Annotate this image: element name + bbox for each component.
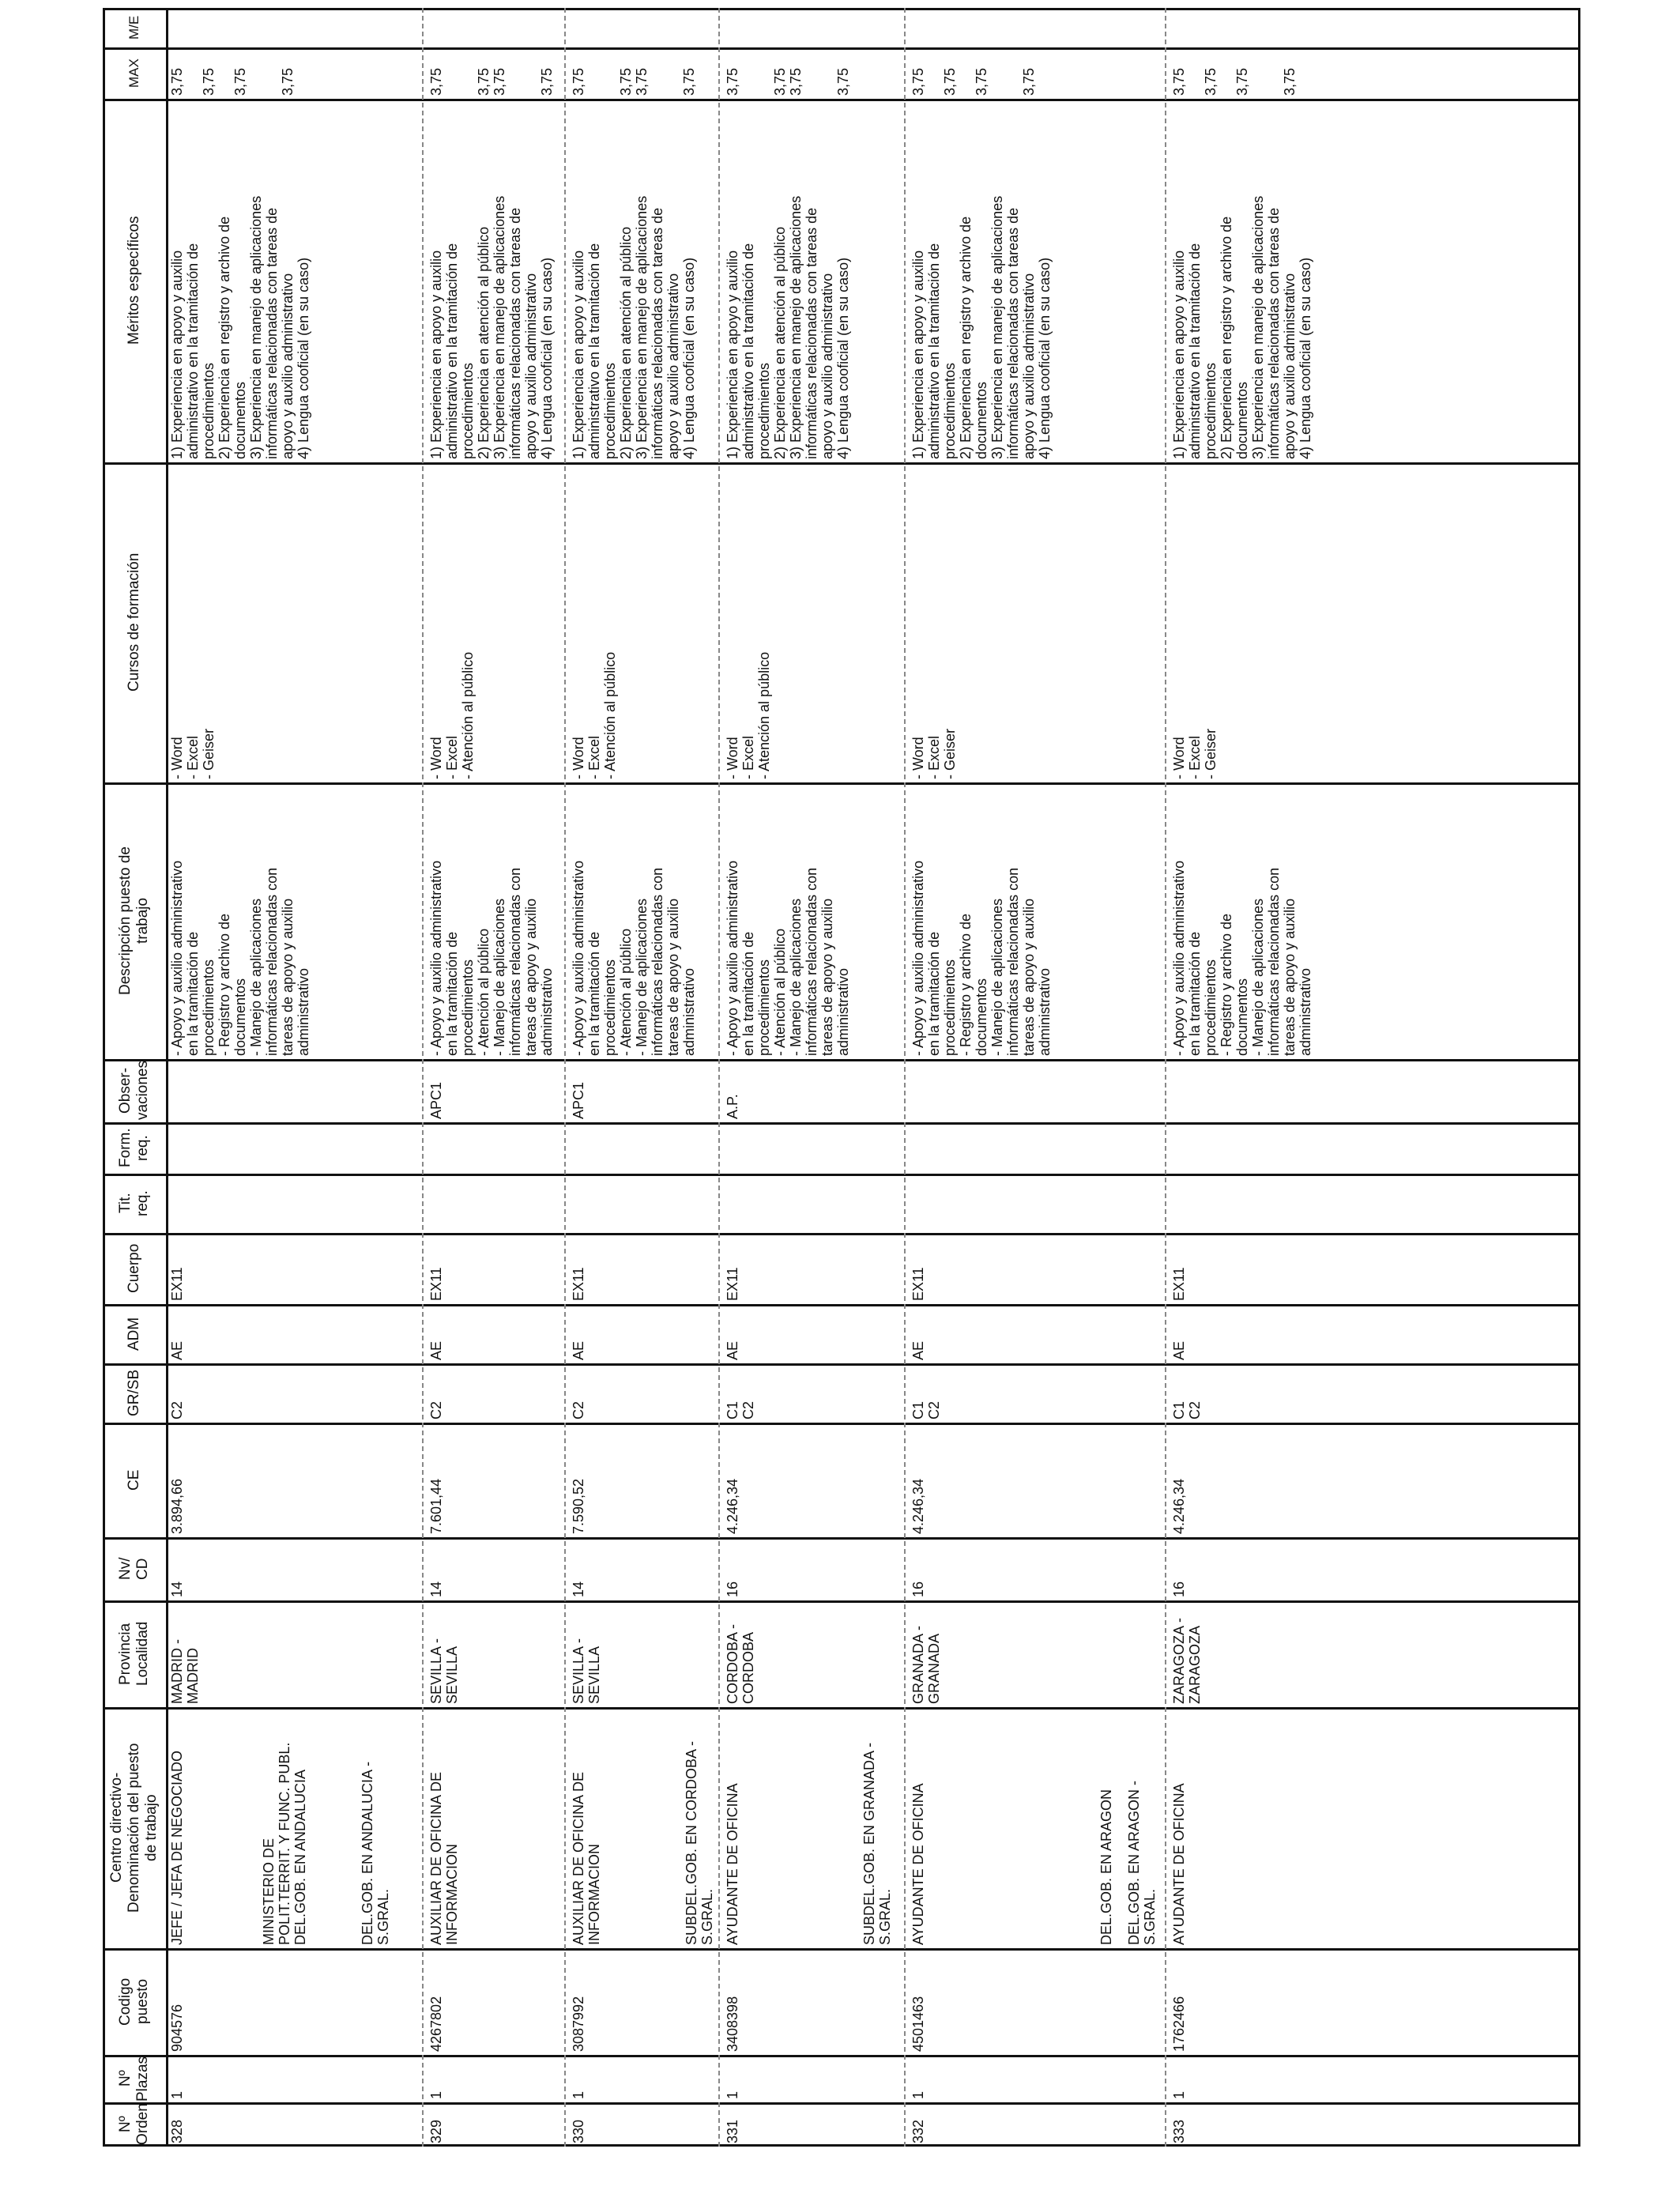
- cell-ce: 4.246,34: [910, 1478, 926, 1534]
- column-divider: [103, 1423, 1580, 1425]
- column-divider: [103, 2102, 1580, 2105]
- cell-cuerpo: EX11: [725, 1267, 740, 1301]
- header-adm: ADM: [126, 1317, 142, 1351]
- column-divider: [103, 1233, 1580, 1235]
- cell-centro: AUXILIAR DE OFICINA DE INFORMACION: [428, 1771, 460, 1945]
- cell-adm: AE: [169, 1340, 185, 1360]
- cell-observaciones: [169, 1062, 422, 1119]
- header-formacion: Form. req.: [117, 1128, 151, 1168]
- cell-meritos: 1) Experiencia en apoyo y auxilio administrativo en la tramitación de procedimientos 2) Experiencia en atención al público 3) Experiencia en manejo de aplicaciones informáticas relacionadas con tareas de apoyo y auxilio administrativo 4) Lengua cooficial (en su caso): [725, 195, 851, 459]
- cell-ce: 4.246,34: [725, 1478, 740, 1534]
- cell-plazas: 1: [910, 2090, 926, 2099]
- section-header: DEL.GOB. EN ANDALUCIA - S.GRAL.: [360, 1761, 391, 1945]
- column-divider: [103, 1600, 1580, 1603]
- column-divider: [103, 1304, 1580, 1306]
- header-centro: Centro directivo- Denominación del puesto de trabajo: [108, 1743, 160, 1913]
- cell-plazas: 1: [169, 2090, 185, 2099]
- cell-meritos: 1) Experiencia en apoyo y auxilio administrativo en la tramitación de procedimientos 2) Experiencia en registro y archivo de documentos 3) Experiencia en manejo de aplicaciones informáticas relacionadas con tareas de apoyo y auxilio administrativo 4) Lengua cooficial (en su caso): [169, 195, 311, 459]
- cell-grupo: C2: [169, 1400, 185, 1419]
- cell-cursos: - Word - Excel - Atención al público: [571, 651, 618, 779]
- header-provincia: Provincia Localidad: [117, 1621, 151, 1687]
- cell-cursos: - Word - Excel - Atención al público: [428, 651, 476, 779]
- cell-observaciones: APC1: [571, 1081, 586, 1119]
- cell-orden: 332: [910, 2119, 926, 2143]
- cell-codigo: 3087992: [571, 1996, 586, 2052]
- header-titulacion: Tit. req.: [117, 1190, 151, 1216]
- cell-centro: AYUDANTE DE OFICINA: [1171, 1783, 1187, 1945]
- header-me: M/E: [126, 15, 141, 40]
- cell-cuerpo: EX11: [428, 1267, 444, 1301]
- cell-grupo: C1 C2: [1171, 1400, 1203, 1419]
- cell-codigo: 4501463: [910, 1996, 926, 2052]
- header-meritos: Méritos específicos: [126, 216, 142, 345]
- cell-meritos: 1) Experiencia en apoyo y auxilio administrativo en la tramitación de procedimientos 2) Experiencia en atención al público 3) Experiencia en manejo de aplicaciones informáticas relacionadas con tareas de apoyo y auxilio administrativo 4) Lengua cooficial (en su caso): [571, 195, 697, 459]
- cell-descripcion: - Apoyo y auxilio administrativo en la tramitación de procedimientos - Registro y archivo de documentos - Manejo de aplicaciones informáticas relacionadas con tareas de apoyo y auxilio administrativo: [910, 860, 1053, 1056]
- cell-meritos: 1) Experiencia en apoyo y auxilio administrativo en la tramitación de procedimientos 2) Experiencia en atención al público 3) Experiencia en manejo de aplicaciones informáticas relacionadas con tareas de apoyo y auxilio administrativo 4) Lengua cooficial (en su caso): [428, 195, 555, 459]
- cell-adm: AE: [1171, 1340, 1187, 1360]
- cell-cursos: - Word - Excel - Geiser: [169, 728, 217, 779]
- cell-grupo: C1 C2: [725, 1400, 756, 1419]
- cell-plazas: 1: [428, 2090, 444, 2099]
- section-header: SUBDEL.GOB. EN GRANADA - S.GRAL.: [861, 1742, 893, 1945]
- cell-nivel: 14: [169, 1581, 185, 1597]
- cell-max: 3,75 3,75 3,75 3,75: [169, 67, 296, 96]
- cell-ce: 7.601,44: [428, 1478, 444, 1534]
- cell-descripcion: - Apoyo y auxilio administrativo en la tramitación de procedimientos - Registro y archivo de documentos - Manejo de aplicaciones informáticas relacionadas con tareas de apoyo y auxilio administrativo: [1171, 860, 1313, 1056]
- cell-codigo: 4267802: [428, 1996, 444, 2052]
- row-divider: [422, 8, 424, 2147]
- cell-nivel: 14: [428, 1581, 444, 1597]
- cell-cursos: - Word - Excel - Atención al público: [725, 651, 772, 779]
- header-orden: Nº Orden: [117, 2103, 151, 2146]
- row-divider: [904, 8, 906, 2147]
- column-divider: [103, 1363, 1580, 1366]
- column-divider: [103, 1122, 1580, 1125]
- section-header: SUBDEL.GOB. EN CORDOBA - S.GRAL.: [684, 1740, 715, 1945]
- cell-meritos: 1) Experiencia en apoyo y auxilio administrativo en la tramitación de procedimientos 2) Experiencia en registro y archivo de documentos 3) Experiencia en manejo de aplicaciones informáticas relacionadas con tareas de apoyo y auxilio administrativo 4) Lengua cooficial (en su caso): [910, 195, 1053, 459]
- header-cuerpo: Cuerpo: [126, 1243, 142, 1294]
- cell-cursos: - Word - Excel - Geiser: [1171, 728, 1219, 779]
- cell-observaciones: [910, 1062, 1165, 1119]
- cell-meritos: 1) Experiencia en apoyo y auxilio administrativo en la tramitación de procedimientos 2) Experiencia en registro y archivo de documentos 3) Experiencia en manejo de aplicaciones informáticas relacionadas con tareas de apoyo y auxilio administrativo 4) Lengua cooficial (en su caso): [1171, 195, 1313, 459]
- cell-cuerpo: EX11: [910, 1267, 926, 1301]
- column-divider: [103, 99, 1580, 101]
- cell-codigo: 904576: [169, 2004, 185, 2052]
- section-header: MINISTERIO DE POLIT.TERRIT. Y FUNC. PUBL. DEL.GOB. EN ANDALUCIA: [261, 1742, 308, 1945]
- column-divider: [103, 1537, 1580, 1540]
- cell-centro: AUXILIAR DE OFICINA DE INFORMACION: [571, 1771, 602, 1945]
- cell-orden: 330: [571, 2119, 586, 2143]
- column-divider: [103, 462, 1580, 465]
- cell-max: 3,75 3,75 3,75 3,75: [428, 67, 555, 96]
- cell-max: 3,75 3,75 3,75 3,75: [910, 67, 1037, 96]
- cell-cuerpo: EX11: [1171, 1267, 1187, 1301]
- cell-provincia: SEVILLA - SEVILLA: [428, 1638, 460, 1704]
- column-divider: [103, 1059, 1580, 1061]
- header-cursos: Cursos de formación: [126, 552, 142, 692]
- cell-observaciones: A.P.: [725, 1094, 740, 1119]
- header-max: MAX: [126, 58, 141, 88]
- cell-observaciones: [1171, 1062, 1572, 1119]
- cell-provincia: SEVILLA - SEVILLA: [571, 1638, 602, 1704]
- cell-provincia: ZARAGOZA - ZARAGOZA: [1171, 1617, 1203, 1704]
- row-divider: [1165, 8, 1166, 2147]
- cell-centro: JEFE / JEFA DE NEGOCIADO: [169, 1750, 185, 1945]
- header-nivel: Nv/ CD: [117, 1557, 151, 1581]
- header-ce: CE: [126, 1469, 142, 1491]
- cell-cursos: - Word - Excel - Geiser: [910, 728, 958, 779]
- cell-adm: AE: [725, 1340, 740, 1360]
- cell-max: 3,75 3,75 3,75 3,75: [1171, 67, 1298, 96]
- cell-cuerpo: EX11: [571, 1267, 586, 1301]
- column-divider: [103, 782, 1580, 785]
- cell-grupo: C2: [428, 1400, 444, 1419]
- column-divider: [103, 1707, 1580, 1710]
- section-header: DEL.GOB. EN ARAGON - S.GRAL.: [1126, 1780, 1158, 1945]
- cell-nivel: 16: [725, 1581, 740, 1597]
- column-divider: [103, 1948, 1580, 1951]
- cell-descripcion: - Apoyo y auxilio administrativo en la tramitación de procedimientos - Atención al público - Manejo de aplicaciones informáticas relacionadas con tareas de apoyo y auxilio administrativo: [428, 860, 555, 1056]
- cell-cuerpo: EX11: [169, 1267, 185, 1301]
- cell-ce: 4.246,34: [1171, 1478, 1187, 1534]
- cell-orden: 333: [1171, 2119, 1187, 2143]
- column-divider: [103, 1174, 1580, 1176]
- header-observaciones: Obser- vaciones: [117, 1061, 151, 1121]
- cell-orden: 331: [725, 2119, 740, 2143]
- cell-ce: 3.894,66: [169, 1478, 185, 1534]
- cell-codigo: 3408398: [725, 1996, 740, 2052]
- cell-descripcion: - Apoyo y auxilio administrativo en la tramitación de procedimientos - Atención al público - Manejo de aplicaciones informáticas relacionadas con tareas de apoyo y auxilio administrativo: [725, 860, 851, 1056]
- header-plazas: Nº Plazas: [117, 2056, 151, 2102]
- cell-grupo: C2: [571, 1400, 586, 1419]
- cell-adm: AE: [428, 1340, 444, 1360]
- cell-adm: AE: [910, 1340, 926, 1360]
- cell-orden: 328: [169, 2119, 185, 2143]
- cell-plazas: 1: [1171, 2090, 1187, 2099]
- cell-descripcion: - Apoyo y auxilio administrativo en la tramitación de procedimientos - Atención al público - Manejo de aplicaciones informáticas relacionadas con tareas de apoyo y auxilio administrativo: [571, 860, 697, 1056]
- cell-observaciones: APC1: [428, 1081, 444, 1119]
- header-codigo: Codigo puesto: [117, 1977, 151, 2026]
- cell-plazas: 1: [571, 2090, 586, 2099]
- cell-adm: AE: [571, 1340, 586, 1360]
- cell-nivel: 14: [571, 1581, 586, 1597]
- cell-codigo: 1762466: [1171, 1996, 1187, 2052]
- cell-centro: AYUDANTE DE OFICINA: [910, 1783, 926, 1945]
- header-grupo: GR/SB: [126, 1369, 142, 1417]
- section-header: DEL.GOB. EN ARAGON: [1098, 1789, 1114, 1945]
- cell-descripcion: - Apoyo y auxilio administrativo en la tramitación de procedimientos - Registro y archivo de documentos - Manejo de aplicaciones informáticas relacionadas con tareas de apoyo y auxilio administrativo: [169, 860, 311, 1056]
- cell-nivel: 16: [1171, 1581, 1187, 1597]
- cell-max: 3,75 3,75 3,75 3,75: [725, 67, 851, 96]
- cell-max: 3,75 3,75 3,75 3,75: [571, 67, 697, 96]
- header-divider: [166, 8, 168, 2147]
- cell-provincia: CORDOBA - CORDOBA: [725, 1623, 756, 1704]
- cell-plazas: 1: [725, 2090, 740, 2099]
- row-divider: [564, 8, 566, 2147]
- cell-provincia: MADRID - MADRID: [169, 1639, 201, 1704]
- cell-ce: 7.590,52: [571, 1478, 586, 1534]
- header-descripcion: Descripción puesto de trabajo: [117, 846, 151, 995]
- cell-provincia: GRANADA - GRANADA: [910, 1625, 942, 1704]
- cell-grupo: C1 C2: [910, 1400, 942, 1419]
- cell-centro: AYUDANTE DE OFICINA: [725, 1783, 740, 1945]
- column-divider: [103, 47, 1580, 50]
- cell-orden: 329: [428, 2119, 444, 2143]
- cell-nivel: 16: [910, 1581, 926, 1597]
- column-divider: [103, 2055, 1580, 2057]
